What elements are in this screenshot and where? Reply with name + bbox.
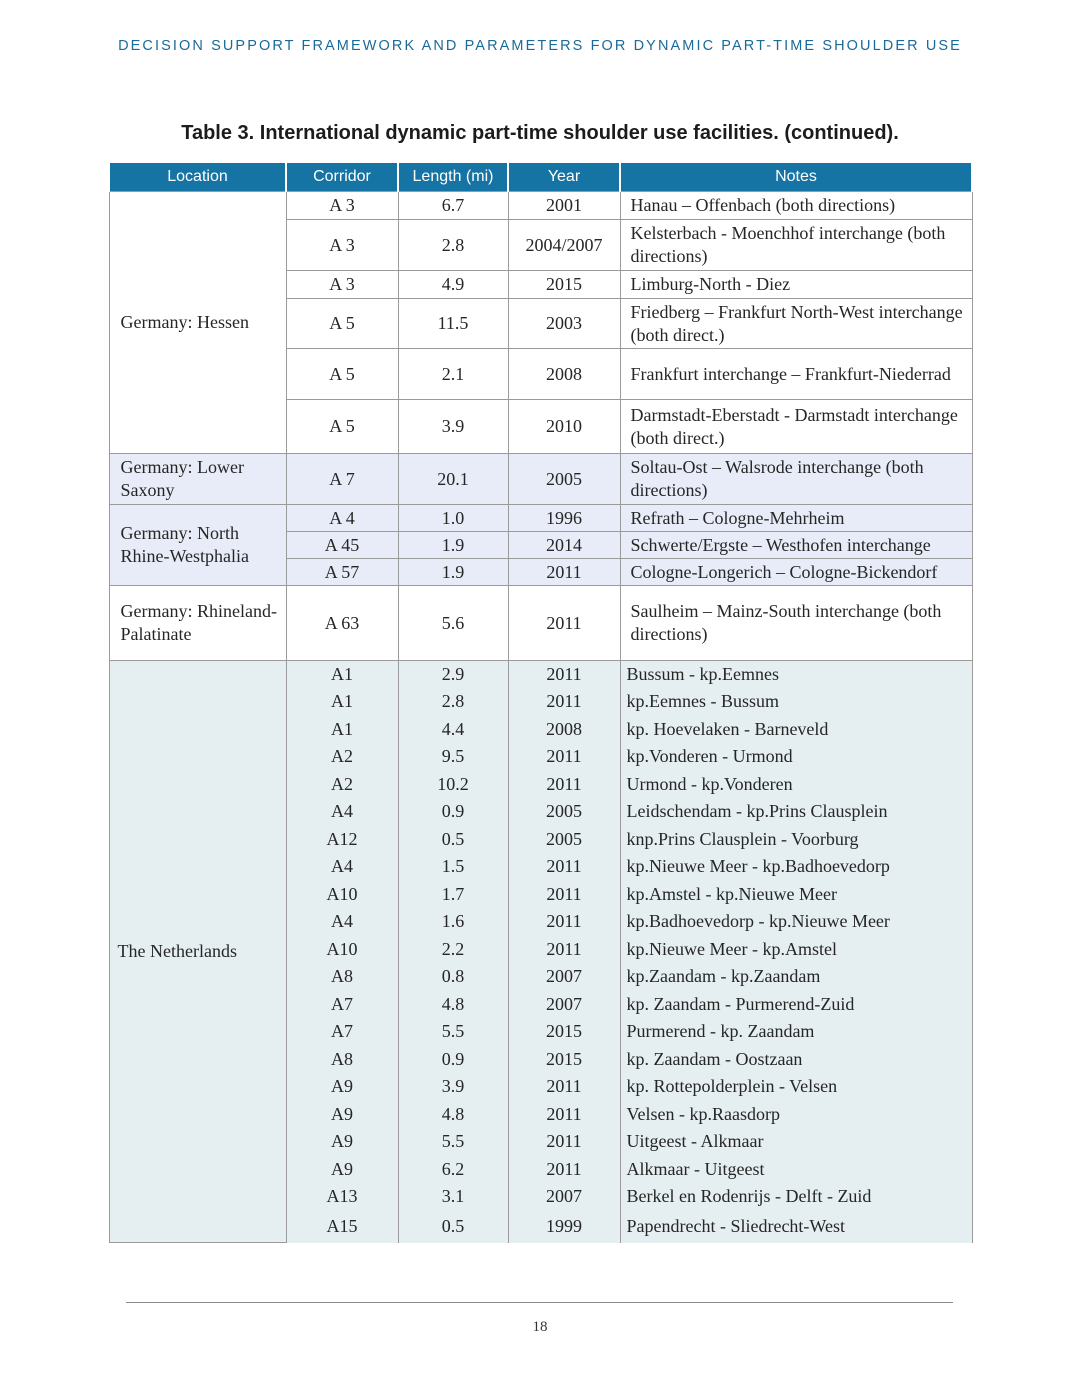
notes-cell: Cologne-Longerich – Cologne-Bickendorf bbox=[620, 559, 972, 586]
corridor-cell: A10 bbox=[286, 881, 398, 909]
year-cell: 2011 bbox=[508, 881, 620, 909]
length-cell: 3.9 bbox=[398, 400, 508, 454]
footer-rule bbox=[126, 1302, 953, 1303]
corridor-cell: A13 bbox=[286, 1183, 398, 1211]
corridor-cell: A9 bbox=[286, 1128, 398, 1156]
year-cell: 2007 bbox=[508, 963, 620, 991]
corridor-cell: A2 bbox=[286, 743, 398, 771]
table-row bbox=[109, 661, 972, 689]
year-cell: 2011 bbox=[508, 1156, 620, 1184]
year-cell: 2010 bbox=[508, 400, 620, 454]
group-hessen bbox=[109, 192, 972, 454]
year-cell: 2011 bbox=[508, 661, 620, 689]
length-cell: 4.8 bbox=[398, 991, 508, 1019]
notes-cell: Leidschendam - kp.Prins Clausplein bbox=[620, 798, 972, 826]
length-cell: 0.5 bbox=[398, 826, 508, 854]
length-cell: 1.6 bbox=[398, 908, 508, 936]
column-header-corridor: Corridor bbox=[286, 163, 398, 192]
year-cell: 1996 bbox=[508, 505, 620, 532]
notes-cell: kp.Nieuwe Meer - kp.Amstel bbox=[620, 936, 972, 964]
length-cell: 2.1 bbox=[398, 349, 508, 400]
corridor-cell: A1 bbox=[286, 716, 398, 744]
length-cell: 4.4 bbox=[398, 716, 508, 744]
year-cell: 2011 bbox=[508, 908, 620, 936]
corridor-cell: A9 bbox=[286, 1156, 398, 1184]
length-cell: 4.9 bbox=[398, 271, 508, 299]
notes-cell: Kelsterbach - Moenchhof interchange (both directions) bbox=[620, 220, 972, 271]
length-cell: 9.5 bbox=[398, 743, 508, 771]
year-cell: 2001 bbox=[508, 192, 620, 220]
year-cell: 2011 bbox=[508, 853, 620, 881]
length-cell: 6.2 bbox=[398, 1156, 508, 1184]
year-cell: 2005 bbox=[508, 826, 620, 854]
year-cell: 1999 bbox=[508, 1211, 620, 1243]
year-cell: 2011 bbox=[508, 743, 620, 771]
corridor-cell: A 5 bbox=[286, 349, 398, 400]
notes-cell: Darmstadt-Eberstadt - Darmstadt interchange (both direct.) bbox=[620, 400, 972, 454]
notes-cell: kp. Rottepolderplein - Velsen bbox=[620, 1073, 972, 1101]
length-cell: 5.6 bbox=[398, 586, 508, 661]
year-cell: 2011 bbox=[508, 1101, 620, 1129]
length-cell: 5.5 bbox=[398, 1128, 508, 1156]
column-header-notes: Notes bbox=[620, 163, 972, 192]
corridor-cell: A1 bbox=[286, 688, 398, 716]
notes-cell: Uitgeest - Alkmaar bbox=[620, 1128, 972, 1156]
location-cell: Germany: Rhineland-Palatinate bbox=[109, 586, 286, 661]
notes-cell: Purmerend - kp. Zaandam bbox=[620, 1018, 972, 1046]
table-header bbox=[109, 163, 972, 192]
notes-cell: Alkmaar - Uitgeest bbox=[620, 1156, 972, 1184]
corridor-cell: A 57 bbox=[286, 559, 398, 586]
year-cell: 2008 bbox=[508, 716, 620, 744]
length-cell: 5.5 bbox=[398, 1018, 508, 1046]
notes-cell: Frankfurt interchange – Frankfurt-Niederrad bbox=[620, 349, 972, 400]
corridor-cell: A8 bbox=[286, 963, 398, 991]
notes-cell: Velsen - kp.Raasdorp bbox=[620, 1101, 972, 1129]
group-netherlands bbox=[109, 661, 972, 1243]
year-cell: 2015 bbox=[508, 271, 620, 299]
length-cell: 3.9 bbox=[398, 1073, 508, 1101]
corridor-cell: A15 bbox=[286, 1211, 398, 1243]
table-row bbox=[109, 505, 972, 532]
year-cell: 2003 bbox=[508, 299, 620, 349]
year-cell: 2011 bbox=[508, 1128, 620, 1156]
notes-cell: kp.Badhoevedorp - kp.Nieuwe Meer bbox=[620, 908, 972, 936]
notes-cell: Papendrecht - Sliedrecht-West bbox=[620, 1211, 972, 1243]
corridor-cell: A 3 bbox=[286, 192, 398, 220]
notes-cell: kp.Nieuwe Meer - kp.Badhoevedorp bbox=[620, 853, 972, 881]
notes-cell: Bussum - kp.Eemnes bbox=[620, 661, 972, 689]
table-title: Table 3. International dynamic part-time shoulder use facilities. (continued). bbox=[181, 122, 899, 144]
length-cell: 11.5 bbox=[398, 299, 508, 349]
header-row bbox=[109, 163, 972, 192]
length-cell: 6.7 bbox=[398, 192, 508, 220]
notes-cell: kp.Vonderen - Urmond bbox=[620, 743, 972, 771]
length-cell: 1.5 bbox=[398, 853, 508, 881]
year-cell: 2008 bbox=[508, 349, 620, 400]
notes-cell: Urmond - kp.Vonderen bbox=[620, 771, 972, 799]
notes-cell: Friedberg – Frankfurt North-West interchange (both direct.) bbox=[620, 299, 972, 349]
notes-cell: Refrath – Cologne-Mehrheim bbox=[620, 505, 972, 532]
length-cell: 4.8 bbox=[398, 1101, 508, 1129]
year-cell: 2015 bbox=[508, 1018, 620, 1046]
notes-cell: kp. Zaandam - Purmerend-Zuid bbox=[620, 991, 972, 1019]
corridor-cell: A7 bbox=[286, 991, 398, 1019]
corridor-cell: A4 bbox=[286, 908, 398, 936]
year-cell: 2005 bbox=[508, 798, 620, 826]
notes-cell: kp. Hoevelaken - Barneveld bbox=[620, 716, 972, 744]
corridor-cell: A9 bbox=[286, 1101, 398, 1129]
length-cell: 2.2 bbox=[398, 936, 508, 964]
corridor-cell: A 3 bbox=[286, 271, 398, 299]
notes-cell: Soltau-Ost – Walsrode interchange (both directions) bbox=[620, 454, 972, 505]
notes-cell: kp.Eemnes - Bussum bbox=[620, 688, 972, 716]
year-cell: 2011 bbox=[508, 586, 620, 661]
corridor-cell: A10 bbox=[286, 936, 398, 964]
length-cell: 3.1 bbox=[398, 1183, 508, 1211]
location-cell: The Netherlands bbox=[109, 661, 286, 1243]
notes-cell: knp.Prins Clausplein - Voorburg bbox=[620, 826, 972, 854]
corridor-cell: A 45 bbox=[286, 532, 398, 559]
year-cell: 2011 bbox=[508, 771, 620, 799]
corridor-cell: A4 bbox=[286, 853, 398, 881]
year-cell: 2011 bbox=[508, 559, 620, 586]
page-number: 18 bbox=[532, 1319, 548, 1335]
corridor-cell: A 4 bbox=[286, 505, 398, 532]
group-lower-saxony-nrw bbox=[109, 454, 972, 586]
length-cell: 0.5 bbox=[398, 1211, 508, 1243]
corridor-cell: A 5 bbox=[286, 299, 398, 349]
length-cell: 0.9 bbox=[398, 1046, 508, 1074]
notes-cell: Berkel en Rodenrijs - Delft - Zuid bbox=[620, 1183, 972, 1211]
length-cell: 2.9 bbox=[398, 661, 508, 689]
column-header-length: Length (mi) bbox=[398, 163, 508, 192]
length-cell: 10.2 bbox=[398, 771, 508, 799]
year-cell: 2011 bbox=[508, 1073, 620, 1101]
running-header: DECISION SUPPORT FRAMEWORK AND PARAMETERS FOR DYNAMIC PART-TIME SHOULDER USE bbox=[118, 38, 962, 54]
corridor-cell: A 5 bbox=[286, 400, 398, 454]
corridor-cell: A 7 bbox=[286, 454, 398, 505]
year-cell: 2007 bbox=[508, 1183, 620, 1211]
location-cell: Germany: Hessen bbox=[109, 192, 286, 454]
corridor-cell: A12 bbox=[286, 826, 398, 854]
corridor-cell: A 63 bbox=[286, 586, 398, 661]
table-row bbox=[109, 586, 972, 661]
corridor-cell: A4 bbox=[286, 798, 398, 826]
column-header-location: Location bbox=[109, 163, 286, 192]
notes-cell: Hanau – Offenbach (both directions) bbox=[620, 192, 972, 220]
corridor-cell: A2 bbox=[286, 771, 398, 799]
location-cell: Germany: North Rhine-Westphalia bbox=[109, 505, 286, 586]
length-cell: 1.0 bbox=[398, 505, 508, 532]
notes-cell: Limburg-North - Diez bbox=[620, 271, 972, 299]
corridor-cell: A9 bbox=[286, 1073, 398, 1101]
notes-cell: kp.Amstel - kp.Nieuwe Meer bbox=[620, 881, 972, 909]
table-row bbox=[109, 192, 972, 220]
year-cell: 2014 bbox=[508, 532, 620, 559]
notes-cell: Schwerte/Ergste – Westhofen interchange bbox=[620, 532, 972, 559]
notes-cell: kp.Zaandam - kp.Zaandam bbox=[620, 963, 972, 991]
year-cell: 2015 bbox=[508, 1046, 620, 1074]
corridor-cell: A8 bbox=[286, 1046, 398, 1074]
corridor-cell: A1 bbox=[286, 661, 398, 689]
length-cell: 2.8 bbox=[398, 688, 508, 716]
group-rhineland-palatinate bbox=[109, 586, 972, 661]
length-cell: 20.1 bbox=[398, 454, 508, 505]
length-cell: 1.7 bbox=[398, 881, 508, 909]
length-cell: 2.8 bbox=[398, 220, 508, 271]
table-row bbox=[109, 454, 972, 505]
corridor-cell: A7 bbox=[286, 1018, 398, 1046]
length-cell: 0.8 bbox=[398, 963, 508, 991]
notes-cell: kp. Zaandam - Oostzaan bbox=[620, 1046, 972, 1074]
year-cell: 2005 bbox=[508, 454, 620, 505]
notes-cell: Saulheim – Mainz-South interchange (both directions) bbox=[620, 586, 972, 661]
length-cell: 1.9 bbox=[398, 532, 508, 559]
location-cell: Germany: Lower Saxony bbox=[109, 454, 286, 505]
year-cell: 2011 bbox=[508, 688, 620, 716]
corridor-cell: A 3 bbox=[286, 220, 398, 271]
year-cell: 2011 bbox=[508, 936, 620, 964]
length-cell: 0.9 bbox=[398, 798, 508, 826]
year-cell: 2007 bbox=[508, 991, 620, 1019]
length-cell: 1.9 bbox=[398, 559, 508, 586]
year-cell: 2004/2007 bbox=[508, 220, 620, 271]
facilities-table bbox=[108, 163, 973, 1243]
column-header-year: Year bbox=[508, 163, 620, 192]
